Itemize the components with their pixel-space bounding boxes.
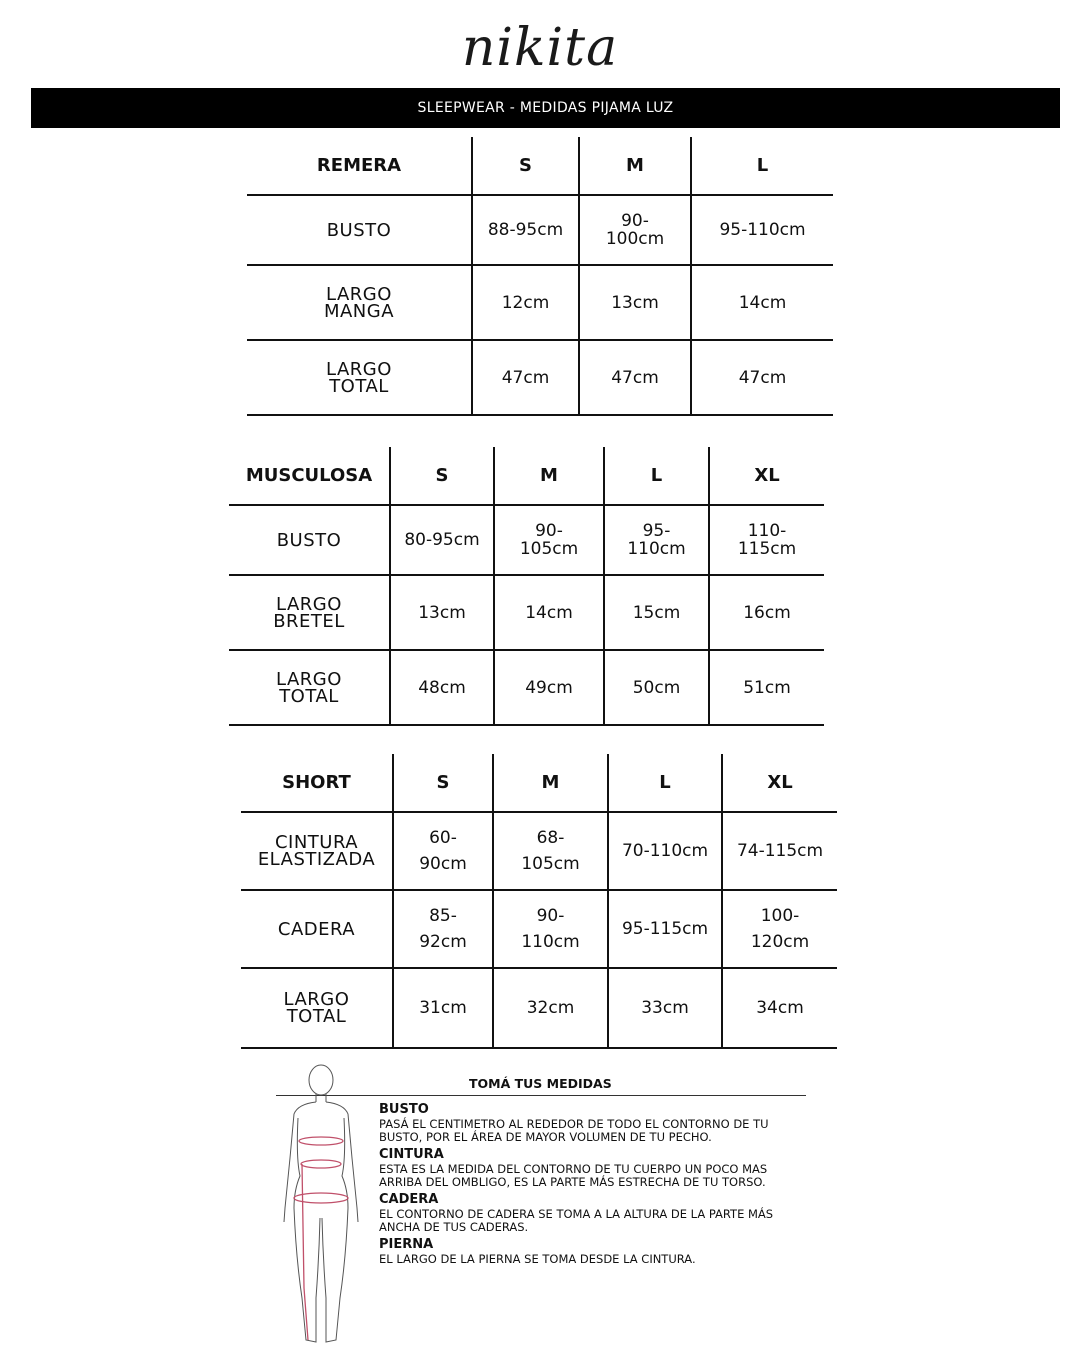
- measurement-guide: [379, 1101, 809, 1269]
- brand-logo: nikita: [461, 18, 619, 78]
- table-header-cell: S: [390, 447, 494, 505]
- table-cell: 13cm: [579, 265, 691, 340]
- table-cell: 32cm: [493, 968, 608, 1048]
- table-header-cell: S: [472, 137, 579, 195]
- row-label: CINTURA ELASTIZADA: [241, 812, 393, 890]
- table-cell: 90- 100cm: [579, 195, 691, 265]
- table-cell: 90- 110cm: [493, 890, 608, 968]
- guide-item-text: EL CONTORNO DE CADERA SE TOMA A LA ALTURA DE LA PARTE MÁS ANCHA DE TUS CADERAS.: [379, 1207, 774, 1234]
- table-header-cell: L: [691, 137, 833, 195]
- table-header-cell: XL: [722, 754, 837, 812]
- table-header-cell: XL: [709, 447, 824, 505]
- table-cell: 48cm: [390, 650, 494, 725]
- guide-item-title: CINTURA: [379, 1147, 444, 1162]
- guide-title: TOMÁ TUS MEDIDAS: [469, 1076, 612, 1091]
- table-row: [241, 812, 837, 890]
- page-banner: SLEEPWEAR - MEDIDAS PIJAMA LUZ: [31, 88, 1060, 128]
- table-cell: 68- 105cm: [493, 812, 608, 890]
- guide-item-text: ESTA ES LA MEDIDA DEL CONTORNO DE TU CUERPO UN POCO MAS ARRIBA DEL OMBLIGO, ES LA PARTE MÁS ESTRECHA DE TU TORSO.: [379, 1162, 768, 1189]
- guide-item-title: PIERNA: [379, 1237, 434, 1252]
- musculosa-size-table: [229, 447, 824, 726]
- table-cell: 47cm: [691, 340, 833, 415]
- table-cell: 110- 115cm: [709, 505, 824, 575]
- table-header-cell: REMERA: [247, 137, 472, 195]
- row-label: LARGO TOTAL: [241, 968, 393, 1048]
- table-header-cell: S: [393, 754, 493, 812]
- table-cell: 100- 120cm: [722, 890, 837, 968]
- table-cell: 80-95cm: [390, 505, 494, 575]
- table-cell: 60- 90cm: [393, 812, 493, 890]
- table-header-cell: M: [494, 447, 604, 505]
- table-row: [241, 968, 837, 1048]
- row-label: BUSTO: [229, 505, 390, 575]
- table-cell: 88-95cm: [472, 195, 579, 265]
- row-label: CADERA: [241, 890, 393, 968]
- table-row: [241, 890, 837, 968]
- table-row: [247, 195, 833, 265]
- table-header-cell: M: [579, 137, 691, 195]
- table-cell: 49cm: [494, 650, 604, 725]
- guide-item-text: EL LARGO DE LA PIERNA SE TOMA DESDE LA CINTURA.: [379, 1252, 696, 1266]
- short-size-table: [241, 754, 837, 1049]
- table-cell: 15cm: [604, 575, 709, 650]
- guide-item-title: BUSTO: [379, 1102, 429, 1117]
- table-row: [229, 650, 824, 725]
- guide-item-text: PASÁ EL CENTIMETRO AL REDEDOR DE TODO EL CONTORNO DE TU BUSTO, POR EL ÁREA DE MAYOR VOLUMEN DE TU PECHO.: [379, 1117, 769, 1144]
- body-figure-icon: [276, 1058, 376, 1348]
- table-header-cell: M: [493, 754, 608, 812]
- table-row: [229, 505, 824, 575]
- table-header-cell: SHORT: [241, 754, 393, 812]
- table-row: [247, 265, 833, 340]
- row-label: LARGO MANGA: [247, 265, 472, 340]
- table-cell: 51cm: [709, 650, 824, 725]
- table-cell: 74-115cm: [722, 812, 837, 890]
- guide-item-title: CADERA: [379, 1192, 439, 1207]
- table-cell: 70-110cm: [608, 812, 722, 890]
- table-row: [247, 340, 833, 415]
- table-cell: 47cm: [579, 340, 691, 415]
- table-cell: 34cm: [722, 968, 837, 1048]
- table-cell: 33cm: [608, 968, 722, 1048]
- table-cell: 95- 110cm: [604, 505, 709, 575]
- table-header-cell: MUSCULOSA: [229, 447, 390, 505]
- table-cell: 50cm: [604, 650, 709, 725]
- row-label: BUSTO: [247, 195, 472, 265]
- table-header-cell: L: [608, 754, 722, 812]
- table-cell: 95-110cm: [691, 195, 833, 265]
- row-label: LARGO TOTAL: [229, 650, 390, 725]
- table-header-cell: L: [604, 447, 709, 505]
- table-cell: 14cm: [494, 575, 604, 650]
- row-label: LARGO TOTAL: [247, 340, 472, 415]
- table-cell: 14cm: [691, 265, 833, 340]
- table-cell: 90- 105cm: [494, 505, 604, 575]
- table-cell: 47cm: [472, 340, 579, 415]
- table-cell: 95-115cm: [608, 890, 722, 968]
- table-cell: 13cm: [390, 575, 494, 650]
- row-label: LARGO BRETEL: [229, 575, 390, 650]
- table-row: [229, 575, 824, 650]
- table-cell: 31cm: [393, 968, 493, 1048]
- table-cell: 12cm: [472, 265, 579, 340]
- remera-size-table: [247, 137, 833, 416]
- table-cell: 16cm: [709, 575, 824, 650]
- table-cell: 85- 92cm: [393, 890, 493, 968]
